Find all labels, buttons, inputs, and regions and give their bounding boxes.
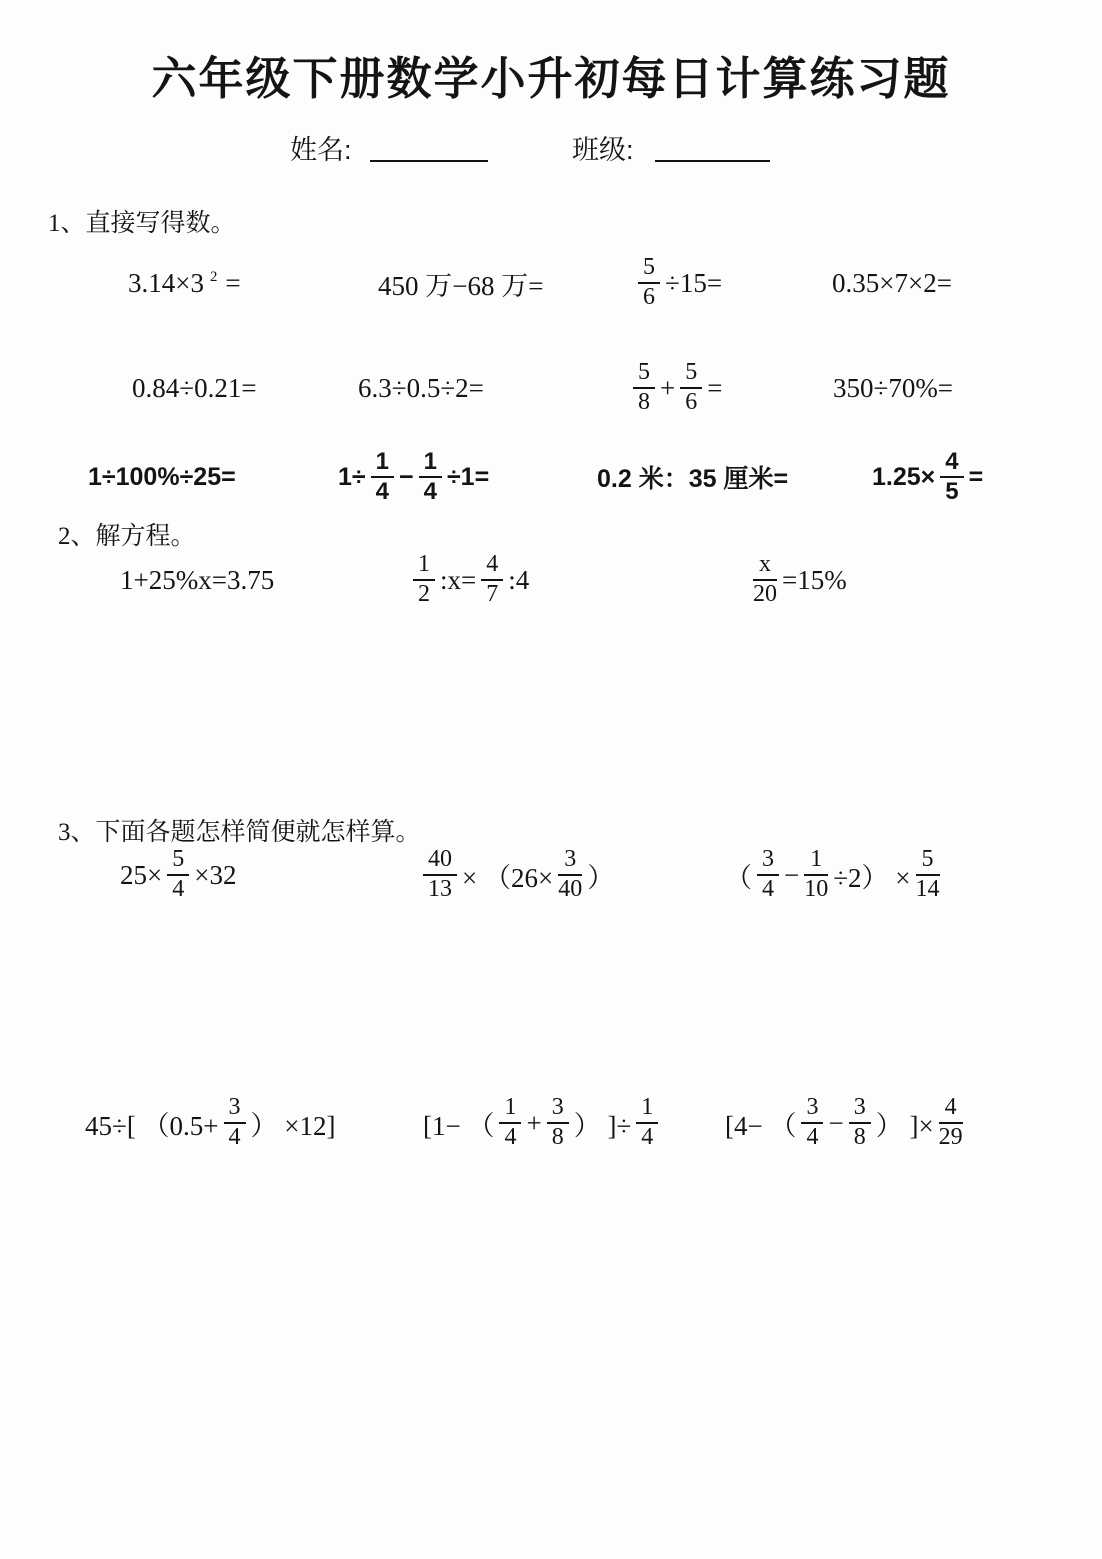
fraction: $\frac{1}{4}$ [371, 449, 394, 505]
section-2-heading: 2、解方程。 [58, 523, 196, 550]
fraction: $\frac{4}{7}$ [481, 552, 503, 608]
fraction: $\frac{5}{4}$ [167, 847, 189, 903]
problem-s1-r3-2: 1÷ $\frac{1}{4}$ − $\frac{1}{4}$ ÷1= [338, 448, 490, 505]
class-blank-field [655, 134, 770, 162]
fraction: $\frac{3}{40}$ [558, 846, 583, 902]
problem-s3-r1-3: （ $\frac{3}{4}$ − $\frac{1}{10}$ ÷2） × $\frac{5}{14}$ [725, 846, 940, 902]
name-label: 姓名: [290, 135, 352, 165]
fraction: $\frac{40}{13}$ [423, 847, 457, 903]
fraction: $\frac{1}{10}$ [804, 846, 829, 902]
problem-s3-r2-3: [4− （ $\frac{3}{4}$ − $\frac{3}{8}$ ） ]× $\frac{4}{29}$ [725, 1094, 963, 1150]
fraction: $\frac{4}{29}$ [938, 1094, 963, 1150]
fraction: $\frac{x}{20}$ [753, 551, 777, 607]
problem-s1-r3-1: 1÷100%÷25= [88, 462, 236, 491]
problem-s1-r1-4: 0.35×7×2= [832, 267, 952, 298]
fraction: $\frac{3}{4}$ [224, 1095, 246, 1151]
fraction: $\frac{1}{4}$ [419, 449, 442, 505]
problem-s1-r2-4: 350÷70%= [833, 372, 954, 403]
fraction: $\frac{3}{8}$ [547, 1095, 569, 1151]
equation-1: 1+25%x=3.75 [120, 564, 275, 595]
problem-s1-r1-1: 3.14×3 $^2$ = [128, 267, 241, 298]
problem-s1-r1-2: 450 万−68 万= [378, 270, 544, 301]
page-title: 六年级下册数学小升初每日计算练习题 [151, 53, 951, 104]
problem-s1-r3-3: 0.2 米：35 厘米= [597, 465, 789, 493]
fraction: $\frac{1}{4}$ [636, 1095, 658, 1151]
class-label: 班级: [572, 135, 634, 165]
fraction: $\frac{5}{6}$ [638, 255, 660, 311]
problem-s1-r2-3: $\frac{5}{8}$ + $\frac{5}{6}$ = [628, 348, 722, 428]
equation-2: $\frac{1}{2}$ :x= $\frac{4}{7}$ :4 [408, 540, 529, 620]
fraction: $\frac{5}{8}$ [633, 360, 655, 416]
section-3-heading: 3、下面各题怎样简便就怎样算。 [58, 819, 421, 846]
fraction: $\frac{1}{4}$ [499, 1095, 521, 1151]
problem-s3-r1-2: $\frac{40}{13}$ × （26× $\frac{3}{40}$ ） [418, 835, 614, 915]
fraction: $\frac{4}{5}$ [940, 449, 963, 505]
problem-s1-r1-3: $\frac{5}{6}$ ÷15= [633, 243, 722, 323]
section-1-heading: 1、直接写得数。 [48, 210, 236, 237]
fraction: $\frac{3}{8}$ [849, 1095, 871, 1151]
problem-s1-r2-1: 0.84÷0.21= [132, 372, 257, 403]
problem-s3-r2-2: [1− （ $\frac{1}{4}$ + $\frac{3}{8}$ ） ]÷ $\frac{1}{4}$ [423, 1083, 663, 1163]
problem-s3-r1-1: 25× $\frac{5}{4}$ ×32 [120, 846, 237, 902]
equation-3: $\frac{x}{20}$ =15% [753, 551, 847, 607]
fraction: $\frac{3}{4}$ [801, 1095, 823, 1151]
problem-s1-r2-2: 6.3÷0.5÷2= [358, 372, 484, 403]
fraction: $\frac{3}{4}$ [757, 847, 779, 903]
fraction: $\frac{5}{6}$ [680, 360, 702, 416]
fraction: $\frac{5}{14}$ [915, 846, 940, 902]
problem-s3-r2-1: 45÷[ （0.5+ $\frac{3}{4}$ ） ×12] [85, 1094, 336, 1150]
name-blank-field [370, 134, 488, 162]
problem-s1-r3-4: 1.25× $\frac{4}{5}$ = [872, 448, 984, 505]
fraction: $\frac{1}{2}$ [413, 552, 435, 608]
